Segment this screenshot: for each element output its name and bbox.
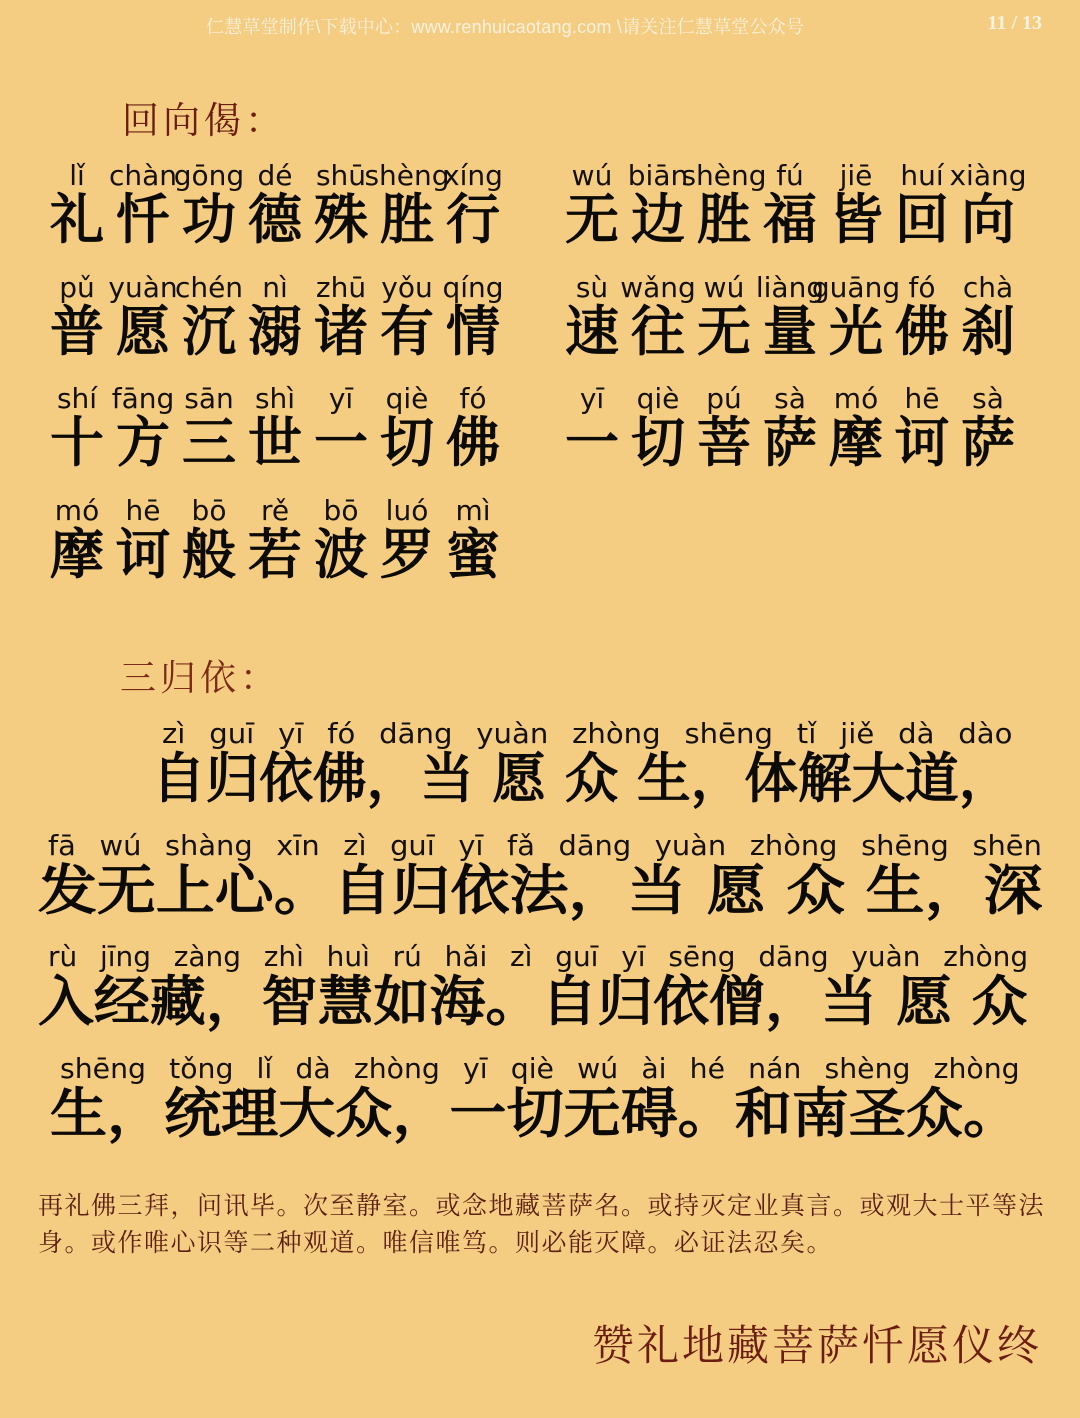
verse-pinyin: wú (571, 159, 613, 192)
verse-pinyin: lǐ (69, 159, 85, 192)
verse-pinyin: shì (254, 382, 296, 415)
verse-pinyin: xiàng (949, 159, 1027, 192)
section-title-sanguiyi: 三归依： (120, 658, 281, 699)
verse-pinyin: huí (900, 159, 944, 192)
verse-pinyin: mì (455, 494, 491, 527)
refuge-line: 生，统理大众，一切无碍。和南圣众。 (50, 1082, 1021, 1145)
verse-character: 诸 (314, 300, 368, 363)
verse-character: 礼 (50, 188, 104, 251)
verse-pinyin: liàng (755, 271, 825, 304)
verse-character: 诃 (895, 411, 949, 474)
verse-character: 切 (380, 411, 434, 474)
verse-character: 量 (763, 300, 817, 363)
ending-title: 赞礼地藏菩萨忏愿仪终 (591, 1321, 1042, 1370)
refuge-pinyin: fā wú shàng xīn zì guī yī fǎ dāng yuàn zhòng shēng shēn (48, 829, 1042, 862)
verse-pinyin: shū (315, 159, 367, 192)
verse-pinyin: hē (125, 494, 161, 527)
verse-character: 光 (829, 300, 883, 363)
verse-pinyin: wú (703, 271, 745, 304)
verse-character: 一 (565, 411, 619, 474)
verse-character: 佛 (446, 411, 500, 474)
verse-character: 胜 (380, 188, 434, 251)
header-source-text: 仁慧草堂制作\下载中心：www.renhuicaotang.com \请关注仁慧草堂公众号 (206, 17, 805, 37)
verse-character: 方 (116, 411, 170, 474)
verse-character: 摩 (829, 411, 883, 474)
verse-pinyin: wǎng (620, 271, 696, 304)
verse-character: 萨 (763, 411, 817, 474)
refuge-line: 入经藏，智慧如海。自归依僧，当 愿 众 (38, 970, 1028, 1033)
verse-character: 无 (565, 188, 619, 251)
verse-pinyin: fú (776, 159, 804, 192)
closing-instructions: 再礼佛三拜，问讯毕。次至静室。或念地藏菩萨名。或持灭定业真言。或观大士平等法身。或作唯心识等二种观道。唯信唯笃。则必能灭障。必证法忍矣。 (38, 1191, 1046, 1257)
page-number: 11 / 13 (987, 12, 1042, 34)
verse-character: 殊 (314, 188, 368, 251)
verse-pinyin: dé (257, 159, 293, 192)
verse-pinyin: yuàn (108, 271, 178, 304)
verse-character: 罗 (380, 523, 434, 586)
refuge-pinyin: rù jīng zàng zhì huì rú hǎi zì guī yī sēng dāng yuàn zhòng (48, 940, 1029, 973)
verse-character: 行 (446, 188, 500, 251)
verse-pinyin: fó (459, 382, 487, 415)
verse-character: 三 (182, 411, 236, 474)
refuge-line: 发无上心。自归依法，当 愿 众 生，深 (38, 859, 1043, 922)
refuge-pinyin: zì guī yī fó dāng yuàn zhòng shēng tǐ jiě dà dào (162, 717, 1013, 750)
verse-pinyin: mó (833, 382, 879, 415)
verse-character: 情 (446, 300, 500, 363)
refuge-pinyin: shēng tǒng lǐ dà zhòng yī qiè wú ài hé nán shèng zhòng (60, 1052, 1020, 1085)
verse-pinyin: nì (262, 271, 288, 304)
verse-character: 世 (248, 411, 302, 474)
verse-character: 一 (314, 411, 368, 474)
verse-pinyin: zhū (315, 271, 367, 304)
verse-pinyin: luó (385, 494, 429, 527)
section-title-huixiang: 回向偈： (122, 99, 286, 142)
verse-pinyin: xíng (443, 159, 503, 192)
verse-character: 萨 (961, 411, 1015, 474)
verse-character: 溺 (248, 300, 302, 363)
verse-pinyin: chà (962, 271, 1014, 304)
verse-character: 愿 (116, 300, 170, 363)
verse-pinyin: jiē (839, 159, 873, 192)
verse-pinyin: guāng (811, 271, 901, 304)
verse-character: 十 (50, 411, 104, 474)
verse-pinyin: yī (328, 382, 354, 415)
verse-character: 有 (380, 300, 434, 363)
verse-pinyin: chén (174, 271, 244, 304)
verse-pinyin: sà (774, 382, 806, 415)
verse-pinyin: sān (184, 382, 234, 415)
verse-character: 德 (248, 188, 302, 251)
verse-character: 蜜 (446, 523, 500, 586)
verse-character: 往 (631, 300, 685, 363)
verse-character: 向 (961, 188, 1015, 251)
verse-pinyin: yī (579, 382, 605, 415)
verse-pinyin: qíng (442, 271, 504, 304)
verse-pinyin: chàn (108, 159, 178, 192)
verse-pinyin: yǒu (381, 271, 433, 304)
refuge-line: 自归依佛，当 愿 众 生，体解大道， (152, 747, 1013, 810)
verse-pinyin: mó (54, 494, 100, 527)
verse-character: 菩 (697, 411, 751, 474)
verse-character: 沉 (182, 300, 236, 363)
verse-pinyin: fó (908, 271, 936, 304)
verse-character: 普 (50, 300, 104, 363)
verse-pinyin: sà (972, 382, 1004, 415)
verse-pinyin: shèng (364, 159, 450, 192)
verse-character: 刹 (961, 300, 1015, 363)
verse-pinyin: bō (323, 494, 359, 527)
verse-character: 功 (182, 188, 236, 251)
verse-character: 若 (248, 523, 302, 586)
verse-pinyin: rě (260, 494, 290, 527)
verse-character: 诃 (116, 523, 170, 586)
verse-pinyin: shèng (681, 159, 767, 192)
verse-pinyin: gōng (173, 159, 245, 192)
verse-character: 般 (182, 523, 236, 586)
verse-pinyin: pǔ (59, 271, 95, 304)
verse-character: 忏 (116, 188, 170, 251)
verse-pinyin: qiè (385, 382, 429, 415)
verse-pinyin: fāng (111, 382, 175, 415)
verse-character: 波 (314, 523, 368, 586)
verse-pinyin: bō (191, 494, 227, 527)
verse-pinyin: sù (575, 271, 609, 304)
verse-character: 福 (763, 188, 817, 251)
verse-character: 摩 (50, 523, 104, 586)
verse-pinyin: hē (904, 382, 940, 415)
verse-pinyin: shí (56, 382, 98, 415)
verse-character: 无 (697, 300, 751, 363)
verse-character: 速 (565, 300, 619, 363)
verse-character: 皆 (829, 188, 883, 251)
verse-pinyin: qiè (636, 382, 680, 415)
page-header (0, 10, 1080, 40)
verse-character: 佛 (895, 300, 949, 363)
verse-character: 胜 (697, 188, 751, 251)
verse-character: 切 (631, 411, 685, 474)
verse-character: 回 (895, 188, 949, 251)
verse-pinyin: pú (706, 382, 742, 415)
verse-character: 边 (631, 188, 685, 251)
verse-pinyin: biān (627, 159, 689, 192)
